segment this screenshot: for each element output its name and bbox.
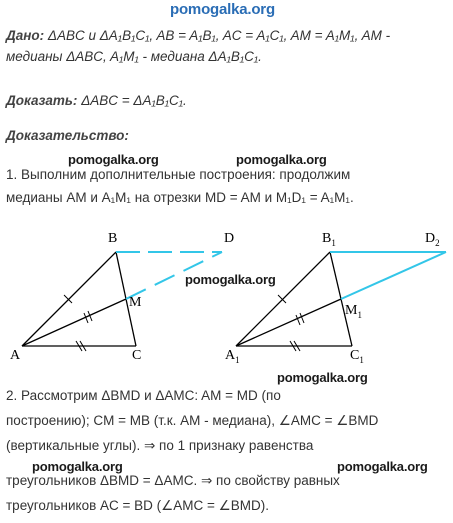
right-tick-marks (278, 295, 304, 351)
watermark: pomogalka.org (68, 152, 159, 167)
step1-line: 1. Выполним дополнительные построения: продолжим (6, 167, 351, 182)
right-triangle (236, 252, 352, 346)
label-M1: $M_1$ (345, 303, 362, 320)
step2-line: 2. Рассмотрим ΔBMD и ΔAMC: AM = MD (по (6, 388, 281, 403)
left-extension (116, 252, 222, 299)
prove-label: Доказать: (6, 93, 78, 108)
watermark: pomogalka.org (185, 272, 276, 287)
step2-line: треугольников AC = BD (∠AMC = ∠BMD). (6, 498, 270, 513)
right-extension (330, 252, 446, 299)
given-block (6, 25, 446, 67)
watermark: pomogalka.org (337, 459, 428, 474)
label-A1: $A_1$ (225, 348, 240, 365)
label-C: C (132, 348, 142, 363)
step1-line: медианы AM и A₁M₁ на отрезки MD = AM и M₁D₁ = A₁M₁. (6, 190, 354, 205)
watermark: pomogalka.org (236, 152, 327, 167)
label-M: M (129, 295, 142, 310)
step2-line: треугольников ΔBMD = ΔAMC. ⇒ по свойству равных (6, 473, 340, 488)
label-D2: $D_2$ (425, 231, 440, 248)
proof-title: Доказательство: (6, 128, 129, 143)
left-triangle (22, 252, 136, 346)
watermark: pomogalka.org (32, 459, 123, 474)
prove-text: ΔABC = ΔA₁B₁C₁. (81, 93, 187, 108)
prove-block (6, 92, 187, 110)
step2-line: (вертикальные углы). ⇒ по 1 признаку равенства (6, 438, 314, 453)
label-B1: $B_1$ (322, 231, 336, 248)
label-B: B (108, 231, 118, 246)
given-text: ΔABC и ΔA₁B₁C₁, AB = A₁B₁, AC = A₁C₁, AM = A₁M₁, AM - медианы ΔABC, A₁M₁ - медиана ΔA₁B₁C₁. (6, 28, 391, 64)
label-D: D (224, 231, 235, 246)
left-tick-marks (64, 295, 92, 351)
step2-line: построению); CM = MB (т.к. AM - медиана), ∠AMC = ∠BMD (6, 413, 379, 428)
watermark: pomogalka.org (277, 370, 368, 385)
given-label: Дано: (6, 28, 45, 43)
watermark-top: pomogalka.org (170, 1, 275, 18)
label-C1: $C_1$ (350, 348, 364, 365)
label-A: A (10, 348, 21, 363)
triangle-figure (0, 222, 453, 382)
